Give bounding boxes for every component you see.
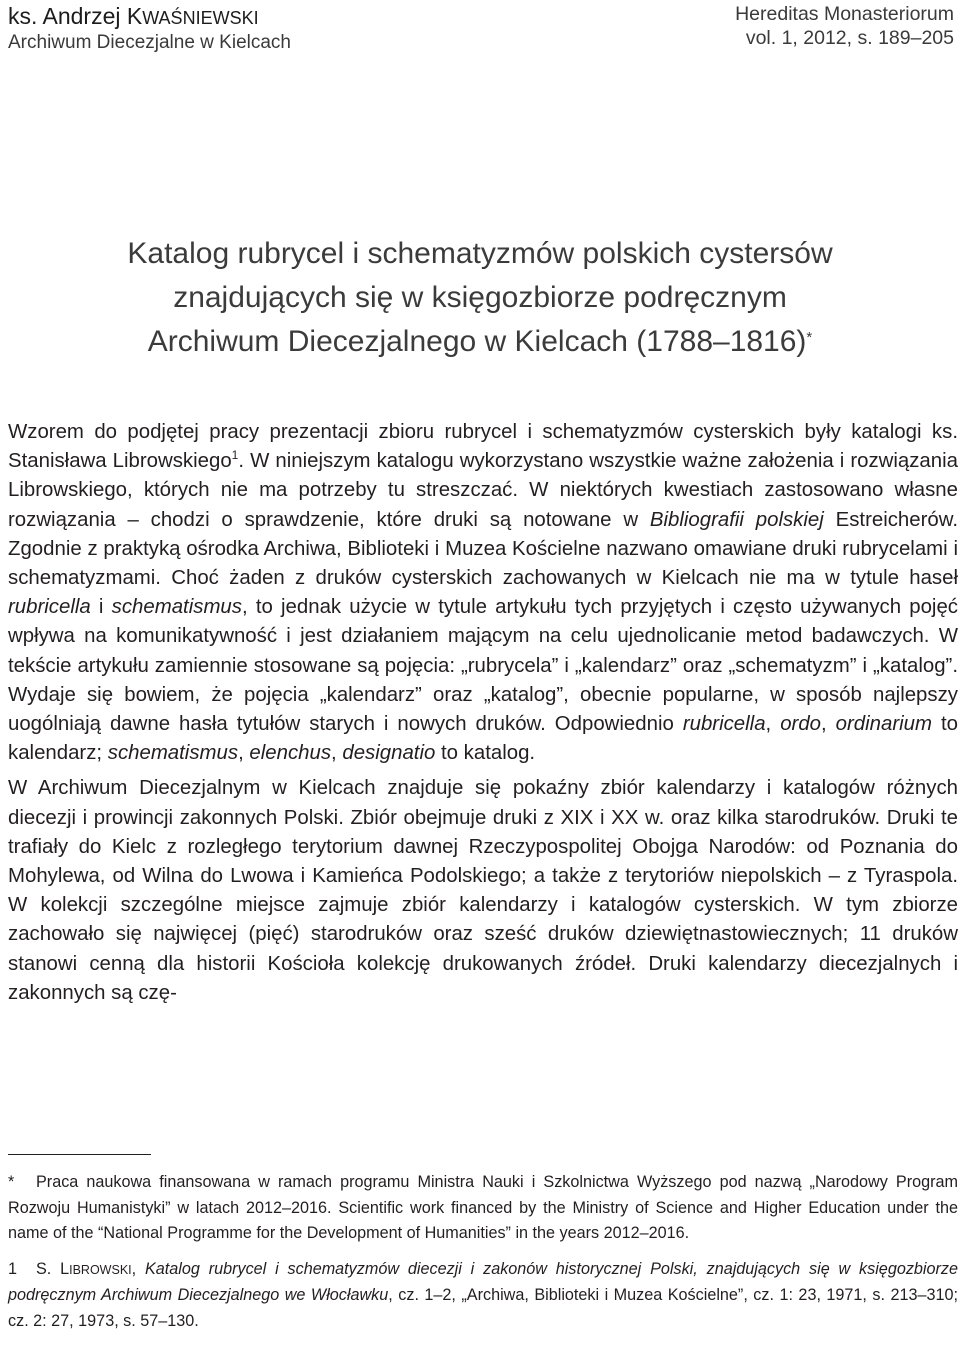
title-line-2: znajdujących się w księgozbiorze podręcznym bbox=[173, 281, 787, 314]
footnote-1: 1 S. LIBROWSKI, Katalog rubrycel i schematyzmów diecezji i zakonów historycznej Polski, znajdujących się w księgozbiorze podręcznym Archiwum Diecezjalnego we Włocławku, cz. 1–2, „Archiwa, Biblioteki i Muzea Kościelne”, cz. 1: 23, 1971, s. 213–310; cz. 2: 27, 1973, s. 57–130. bbox=[8, 1257, 958, 1335]
author-affiliation: Archiwum Diecezjalne w Kielcach bbox=[8, 31, 291, 53]
paragraph-2: W Archiwum Diecezjalnym w Kielcach znajduje się pokaźny zbiór kalendarzy i katalogów różnych diecezji i prowincji zakonnych Polski. Zbiór obejmuje druki z XIX i XX w. oraz kilka starodruków. Druki te trafiały do Kielc z rozległego terytorium dawnej Rzeczypospolitej Obojga Narodów: od Poznania do Mohylewa, od Wilna do Lwowa i Kamieńca Podolskiego; a także z terytoriów niepolskich – z Tyraspola. W kolekcji szczególne miejsce zajmuje zbiór kalendarzy i katalogów cysterskich. W tym zbiorze zachowało się najwięcej (pięć) starodruków oraz sześć druków dziewiętnastowiecznych; 11 druków stanowi cenną dla historii Kościoła kolekcję drukowanych źródeł. Druki kalendarzy diecezjalnych i zakonnych są czę- bbox=[8, 777, 958, 1004]
footnote-separator bbox=[8, 1154, 151, 1155]
journal-info bbox=[735, 2, 954, 51]
title-line-1: Katalog rubrycel i schematyzmów polskich cystersów bbox=[127, 237, 833, 270]
footnote-ref-1: 1 bbox=[231, 448, 239, 463]
paragraph-1: Wzorem do podjętej pracy prezentacji zbioru rubrycel i schematyzmów cysterskich były katalogi ks. Stanisława Librowskiego$^1$. W niniejszym katalogu wykorzystano wszystkie ważne założenia i rozwiązania Librowskiego, których nie ma potrzeby tu streszczać. W niektórych kwestiach zastosowano własne rozwiązania – chodzi o sprawdzenie, które druki są notowane w Bibliografii polskiej Estreicherów. Zgodnie z praktyką ośrodka Archiwa, Biblioteki i Muzea Kościelne nazwano omawiane druki rubrycelami i schematyzmami. Choć żaden z druków cysterskich zachowanych w Kielcach nie ma w tytule haseł rubricella i schematismus, to jednak użycie w tytule artykułu tych przyjętych i często używanych pojęć wpływa na komunikatywność i jest działaniem mającym na celu ujednolicanie metod badawczych. W tekście artykułu zamiennie stosowane są pojęcia: „rubrycela” i „kalendarz” oraz „schematyzm” i „katalog”. Wydaje się bowiem, że pojęcia „kalendarz” oraz „katalog”, obecnie popularne, w sposób najlepszy uogólniają dawne hasła tytułów starych i nowych druków. Odpowiednio rubricella, ordo, ordinarium to kalendarz; schematismus, elenchus, designatio to katalog. bbox=[8, 421, 958, 765]
author-name: ks. Andrzej KWAŚNIEWSKI bbox=[8, 3, 259, 29]
footnote-star-mark: * bbox=[8, 1173, 15, 1191]
title-line-3: Archiwum Diecezjalnego w Kielcach (1788–1816) bbox=[147, 325, 807, 358]
journal-name: Hereditas Monasteriorum bbox=[735, 3, 954, 25]
article-header-left bbox=[8, 2, 291, 55]
footnote-1-mark: 1 bbox=[8, 1259, 18, 1278]
title-footnote-mark: * bbox=[806, 329, 813, 346]
journal-volume: vol. 1, 2012, s. 189–205 bbox=[745, 27, 954, 50]
article-title bbox=[0, 232, 960, 364]
footnote-star: * Praca naukowa finansowana w ramach programu Ministra Nauki i Szkolnictwa Wyższego pod nazwą „Narodowy Program Rozwoju Humanistyki” w latach 2012–2016. Scientific work financed by the Ministry of Science and Higher Education under the name of the “National Programme for the Development of Humanities” in the years 2012–2016. bbox=[8, 1170, 958, 1247]
footnotes bbox=[8, 1170, 958, 1335]
article-body bbox=[8, 418, 958, 1008]
